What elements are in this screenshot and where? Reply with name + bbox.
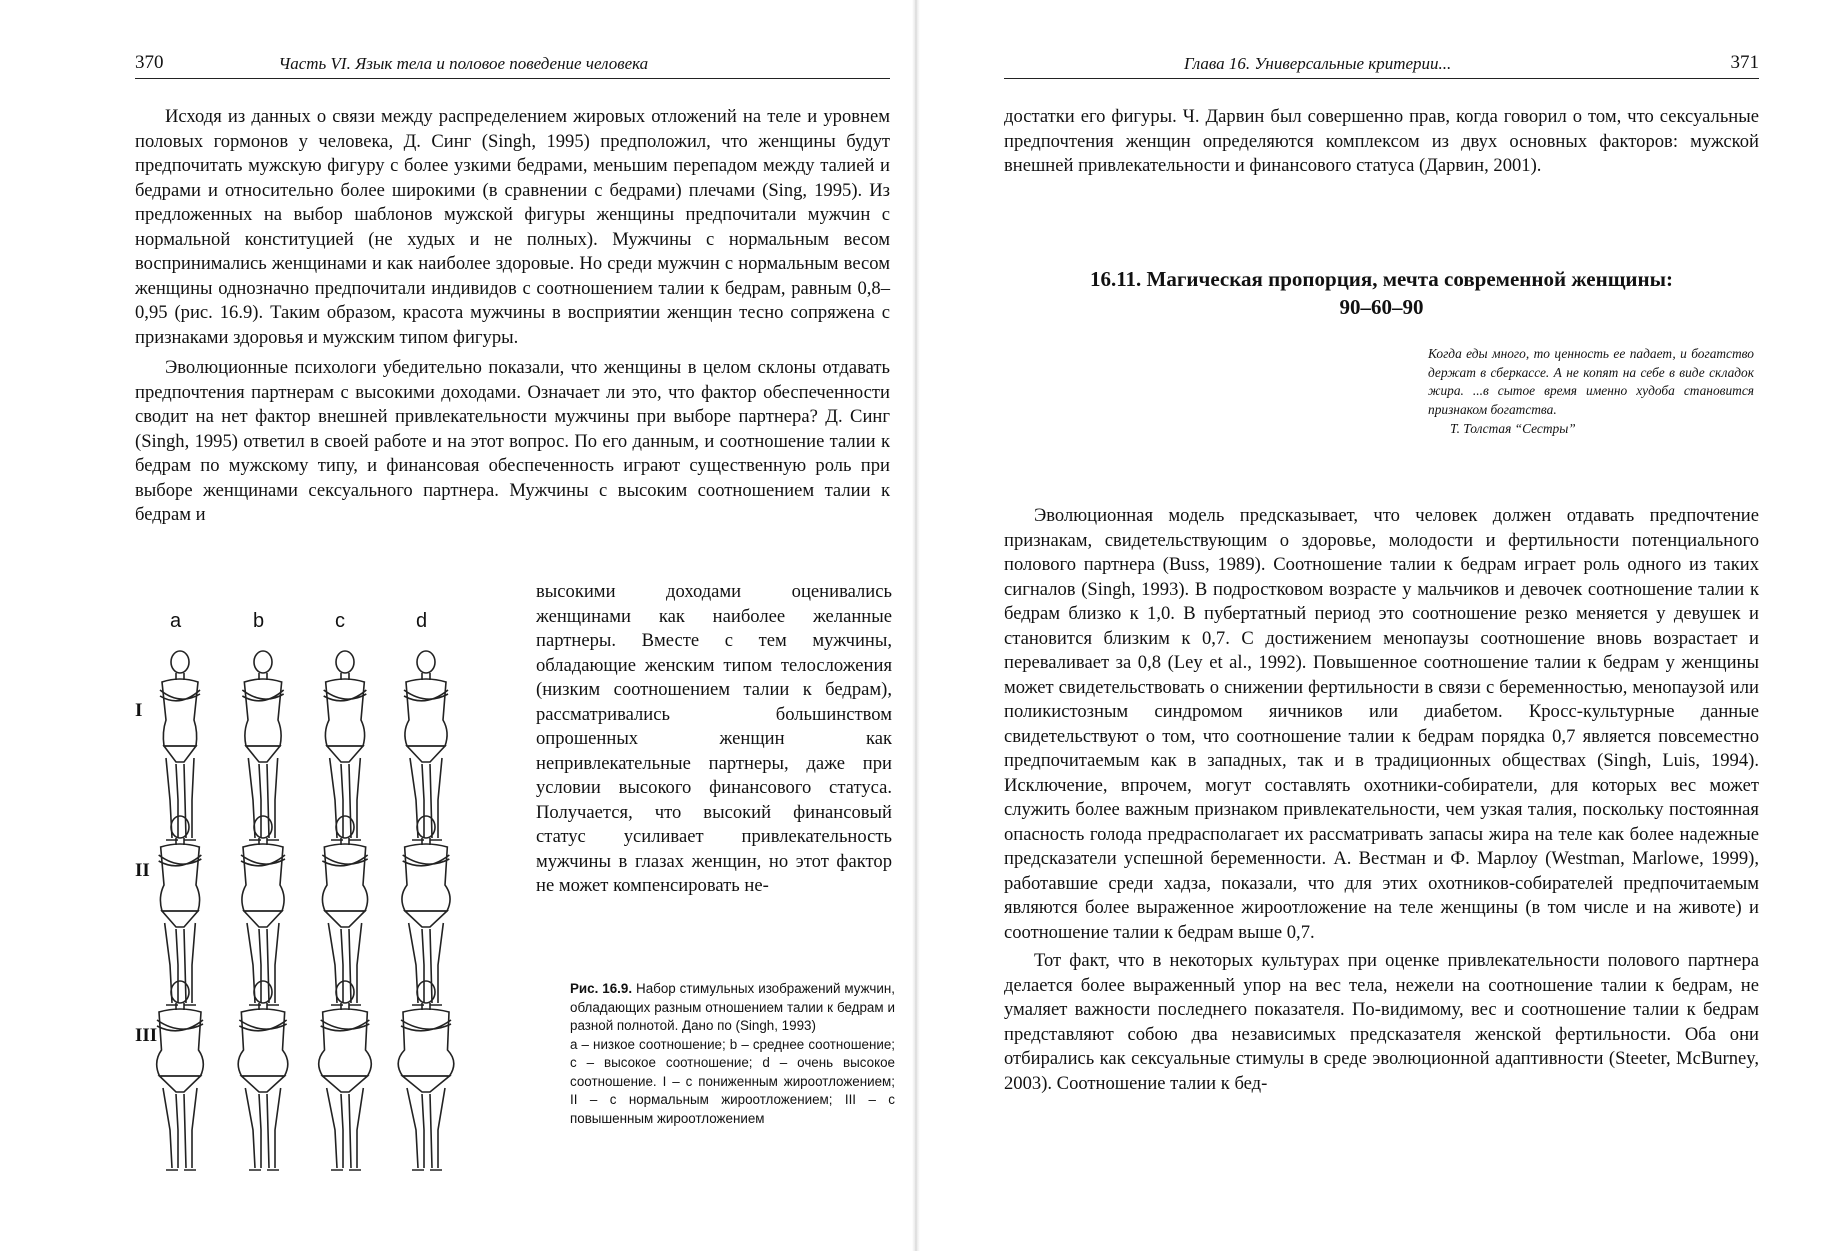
left-running-header xyxy=(135,50,890,79)
figure-silhouette xyxy=(159,816,202,1005)
figure-row-label-2: II xyxy=(135,860,150,881)
left-paragraph-2: Эволюционные психологи убедительно показали, что женщины в целом склоны отдавать предпочтения партнерам с высокими доходами. Означает ли это, что фактор обеспеченности сводит на нет фактор внешней привлекательности мужчины при выборе партнера? Д. Синг (Singh, 1995) ответил в своей работе и на этот вопрос. По его данным, и соотношение талии к бедрам по мужскому типу, и финансовая обеспеченность играют существенную роль при выборе женщинами сексуального партнера. Мужчины с высоким соотношением талии к бедрам и xyxy=(135,357,890,525)
right-intro-text xyxy=(1004,105,1759,179)
figure-column-label-d: d xyxy=(416,610,428,632)
figure-column-label-b: b xyxy=(253,610,265,632)
right-paragraph-2: Тот факт, что в некоторых культурах при оценке привлекательности полового партнера делается более выраженный упор на вес тела, нежели на соотношение талии к бедрам, не умаляет важности последнего показателя. По-видимому, вес и соотношение талии к бедрам представляют собою два независимых предсказателя женской фертильности. Оба они отбирались как сексуальные стимулы в среде эволюционной адаптивности (Steeter, McBurney, 2003). Соотношение талии к бед- xyxy=(1004,950,1759,1094)
left-main-text xyxy=(135,105,890,528)
left-paragraph-1: Исходя из данных о связи между распределением жировых отложений на теле и уровнем половых гормонов у человека, Д. Синг (Singh, 1995) предположил, что женщины будут предпочитать мужскую фигуру с более узкими бедрами, меньшим перепадом между талией и бедрами и относительно более широкими (в сравнении с бедрами) плечами (Sing, 1995). Из предложенных на выбор шаблонов мужской фигуры женщины предпочитали мужчин с нормальной конституцией (не худых и не полных). Мужчины с нормальным весом воспринимались женщинами и как наиболее здоровые. Но среди мужчин с нормальным весом женщины однозначно предпочитали индивидов с соотношением талии к бедрам, равным 0,8–0,95 (рис. 16.9). Таким образом, красота мужчины в восприятии женщин тесно сопряжена с признаками здоровья и мужским типом фигуры. xyxy=(135,106,890,348)
figure-silhouette xyxy=(402,816,450,1005)
figure-silhouette xyxy=(242,651,283,840)
figure-silhouette xyxy=(319,981,372,1170)
figure-column-label-c: c xyxy=(335,610,345,632)
figure-silhouette xyxy=(160,651,200,840)
right-paragraph-1: Эволюционная модель предсказывает, что человек должен отдавать предпочтение признакам, свидетельствующим о здоровье, молодости и фертильности потенциального полового партнера (Buss, 1989). Соотношение талии к бедрам играет роль одного из таких сигналов (Singh, 1993). В подростковом возрасте у мальчиков и девочек соотношение талии к бедрам близко к 1,0. В пубертатный период это соотношение резко меняется у девушек и становится близким к 0,7. С достижением менопаузы соотношение вновь возрастает и переваливает за 0,8 (Ley et al., 1992). Повышенное соотношение талии к бедрам у женщины может свидетельствовать о снижении фертильности в связи с беременностью, менопаузой или поликистозным синдромом яичников или диабетом. Кросс-культурные данные свидетельствуют о том, что соотношение талии к бедрам порядка 0,7 является повсеместно предпочитаемым как в западных, так и в традиционных обществах (Singh, Luis, 1994). Исключение, впрочем, могут составлять охотники-собиратели, для которых вес может служить более важным признаком привлекательности, чем узкая талия, поскольку постоянная опасность голода предрасполагает их рассматривать запасы жира на теле как более надежные предсказатели успешной беременности. А. Вестман и Ф. Марлоу (Westman, Marlowe, 1999), работавшие среди хадза, показали, что для этих охотников-собирателей предпочитаемым являются более выраженное жироотложение на теле женщины (в том числе и на животе) и соотношение талии к бедрам выше 0,7. xyxy=(1004,505,1759,943)
figure-silhouette xyxy=(322,816,367,1005)
caption-title: Рис. 16.9. xyxy=(570,981,633,996)
right-page xyxy=(916,0,1832,1251)
epigraph xyxy=(1428,345,1754,439)
figure-row-label-3: III xyxy=(135,1025,158,1046)
figure-silhouette xyxy=(241,816,285,1005)
figure-silhouette xyxy=(398,981,454,1170)
figure-16-9 xyxy=(135,610,530,1210)
right-page-number: 371 xyxy=(1730,52,1759,73)
right-header-title: Глава 16. Универсальные критерии... xyxy=(1184,54,1452,73)
left-wrap-paragraph: высокими доходами оценивались женщинами как наиболее желанные партнеры. Вместе с тем мужчины, обладающие женским типом телосложения (низким соотношением талии к бедрам), рассматривались большинством опрошенных женщин как непривлекательные партнеры, даже при условии высокого финансового статуса. Получается, что высокий финансовый статус усиливает привлекательность мужчины в глазах женщин, но этот фактор не может компенсировать не- xyxy=(536,581,892,896)
figure-caption xyxy=(570,980,895,1128)
figure-silhouette xyxy=(404,651,448,840)
section-title-line-1: 16.11. Магическая пропорция, мечта современной женщины: xyxy=(1089,267,1674,291)
figure-silhouettes xyxy=(135,610,530,1210)
figure-column-label-a: a xyxy=(170,610,182,632)
figure-row-label-1: I xyxy=(135,700,143,721)
right-running-header xyxy=(1004,50,1759,79)
figure-silhouette xyxy=(157,981,204,1170)
right-main-text xyxy=(1004,504,1759,1096)
caption-legend: а – низкое соотношение; b – среднее соотношение; с – высокое соотношение; d – очень высокое соотношение. I – с пониженным жироотложением; II – с нормальным жироотложением; III – с повышенным жироотложением xyxy=(570,1036,895,1126)
figure-silhouette xyxy=(324,651,367,840)
caption-text: Набор стимульных изображений мужчин, обладающих разным отношением талии к бедрам и разной полнотой. Дано по (Singh, 1993) xyxy=(570,981,895,1033)
left-page-number: 370 xyxy=(135,52,164,73)
epigraph-attribution: Т. Толстая “Сестры” xyxy=(1450,420,1576,436)
left-wrap-text xyxy=(536,580,892,899)
epigraph-text: Когда еды много, то ценность ее падает, и богатство держат в сберкассе. А не копят на себе в виде складок жира. ...в сытое время именно худоба становится признаком богатства. xyxy=(1428,346,1754,418)
figure-silhouette xyxy=(238,981,288,1170)
left-header-title: Часть VI. Язык тела и половое поведение человека xyxy=(278,54,649,73)
section-title xyxy=(1004,265,1759,321)
section-title-line-2: 90–60–90 xyxy=(1339,295,1424,319)
right-intro-paragraph: достатки его фигуры. Ч. Дарвин был совершенно прав, когда говорил о том, что сексуальные предпочтения женщин определяются комплексом из двух основных факторов: мужской внешней привлекательности и финансового статуса (Дарвин, 2001). xyxy=(1004,106,1759,176)
